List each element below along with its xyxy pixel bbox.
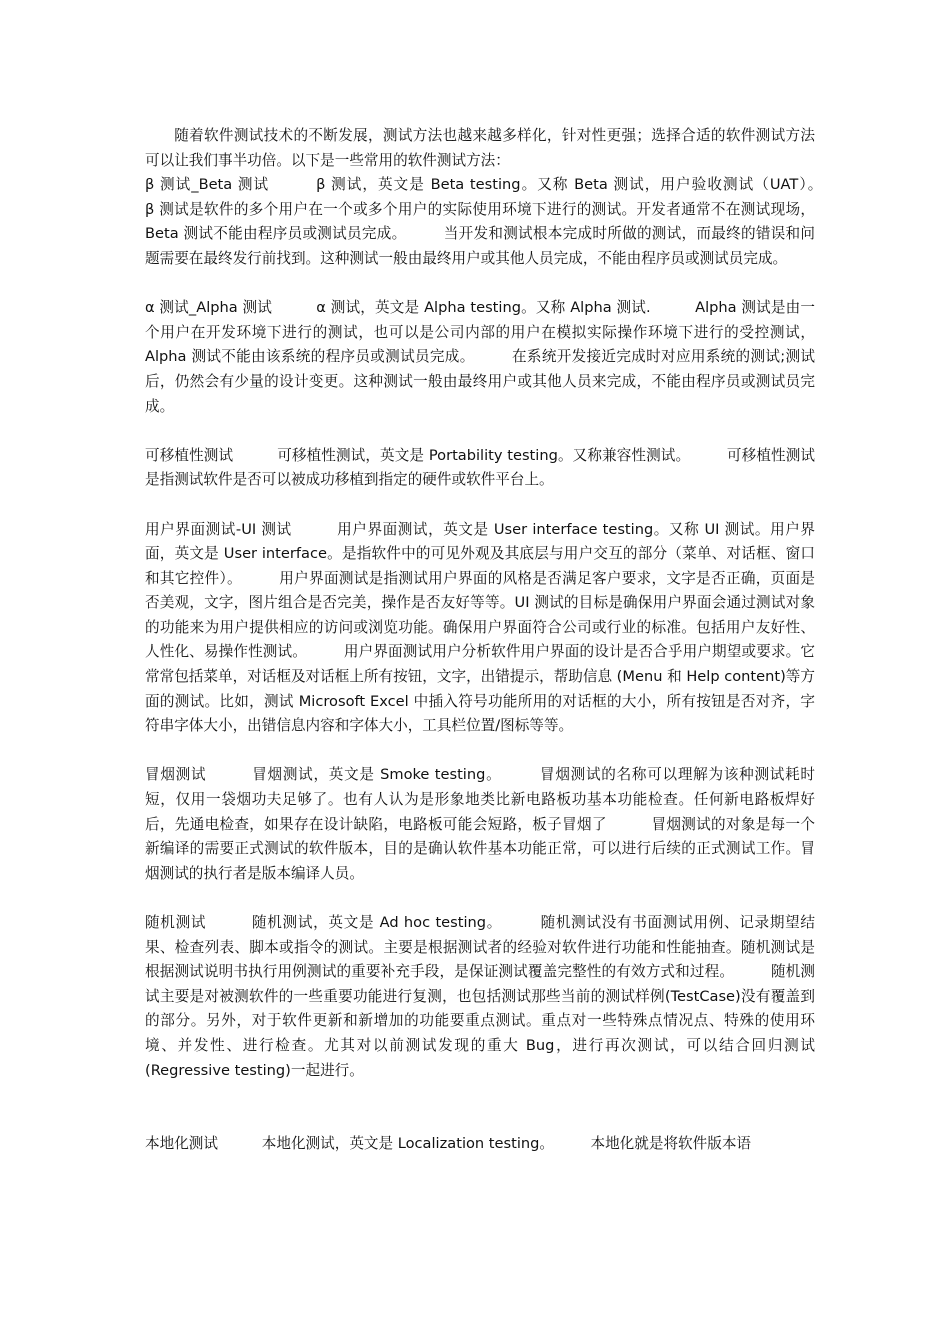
intro-paragraph: 随着软件测试技术的不断发展，测试方法也越来越多样化，针对性更强；选择合适的软件测试方法可以让我们事半功倍。以下是一些常用的软件测试方法： xyxy=(145,127,815,169)
localization-testing-paragraph: 本地化测试 本地化测试，英文是 Localization testing。 本地化就是将软件版本语 xyxy=(145,1135,752,1153)
adhoc-testing-paragraph: 随机测试 随机测试，英文是 Ad hoc testing。 随机测试没有书面测试用例、记录期望结果、检查列表、脚本或指令的测试。主要是根据测试者的经验对软件进行功能和性能抽查。随机测试是根据测试说明书执行用例测试的重要补充手段，是保证测试覆盖完整性的有效方式和过程。 随机测试主要是对被测软件的一些重要功能进行复测，也包括测试那些当前的测试样例(TestCase)没有覆盖到的部分。另外，对于软件更新和新增加的功能要重点测试。重点对一些特殊点情况点、特殊的使用环境、并发性、进行检查。尤其对以前测试发现的重大 Bug，进行再次测试，可以结合回归测试 (Regressive testing)一起进行。 xyxy=(145,914,815,1079)
document-body xyxy=(145,124,859,1181)
beta-testing-paragraph: β 测试_Beta 测试 β 测试，英文是 Beta testing。又称 Beta 测试，用户验收测试（UAT）。 β 测试是软件的多个用户在一个或多个用户的实际使用环境下进行的测试。开发者通常不在测试现场，Beta 测试不能由程序员或测试员完成。 当开发和测试根本完成时所做的测试，而最终的错误和问题需要在最终发行前找到。这种测试一般由最终用户或其他人员完成，不能由程序员或测试员完成。 xyxy=(145,176,859,267)
alpha-testing-paragraph: α 测试_Alpha 测试 α 测试，英文是 Alpha testing。又称 Alpha 测试. Alpha 测试是由一个用户在开发环境下进行的测试，也可以是公司内部的用户在模拟实际操作环境下进行的受控测试，Alpha 测试不能由该系统的程序员或测试员完成。 在系统开发接近完成时对应用系统的测试;测试后，仍然会有少量的设计变更。这种测试一般由最终用户或其他人员来完成，不能由程序员或测试员完成。 xyxy=(145,299,815,415)
portability-testing-paragraph: 可移植性测试 可移植性测试，英文是 Portability testing。又称兼容性测试。 可移植性测试是指测试软件是否可以被成功移植到指定的硬件或软件平台上。 xyxy=(145,446,815,489)
ui-testing-paragraph: 用户界面测试-UI 测试 用户界面测试，英文是 User interface testing。又称 UI 测试。用户界面，英文是 User interface。是指软件中的可见外观及其底层与用户交互的部分（菜单、对话框、窗口和其它控件）。 用户界面测试是指测试用户界面的风格是否满足客户要求，文字是否正确，页面是否美观，文字，图片组合是否完美，操作是否友好等等。UI 测试的目标是确保用户界面会通过测试对象的功能来为用户提供相应的访问或浏览功能。确保用户界面符合公司或行业的标准。包括用户友好性、人性化、易操作性测试。 用户界面测试用户分析软件用户界面的设计是否合乎用户期望或要求。它常常包括菜单，对话框及对话框上所有按钮，文字，出错提示，帮助信息 (Menu 和 Help content)等方面的测试。比如，测试 Microsoft Excel 中插入符号功能所用的对话框的大小，所有按钮是否对齐，字符串字体大小，出错信息内容和字体大小，工具栏位置/图标等等。 xyxy=(145,520,815,735)
smoke-testing-paragraph: 冒烟测试 冒烟测试，英文是 Smoke testing。 冒烟测试的名称可以理解为该种测试耗时短，仅用一袋烟功夫足够了。也有人认为是形象地类比新电路板功基本功能检查。任何新电路板焊好后，先通电检查，如果存在设计缺陷，电路板可能会短路，板子冒烟了 冒烟测试的对象是每一个新编译的需要正式测试的软件版本，目的是确认软件基本功能正常，可以进行后续的正式测试工作。冒烟测试的执行者是版本编译人员。 xyxy=(145,766,815,882)
